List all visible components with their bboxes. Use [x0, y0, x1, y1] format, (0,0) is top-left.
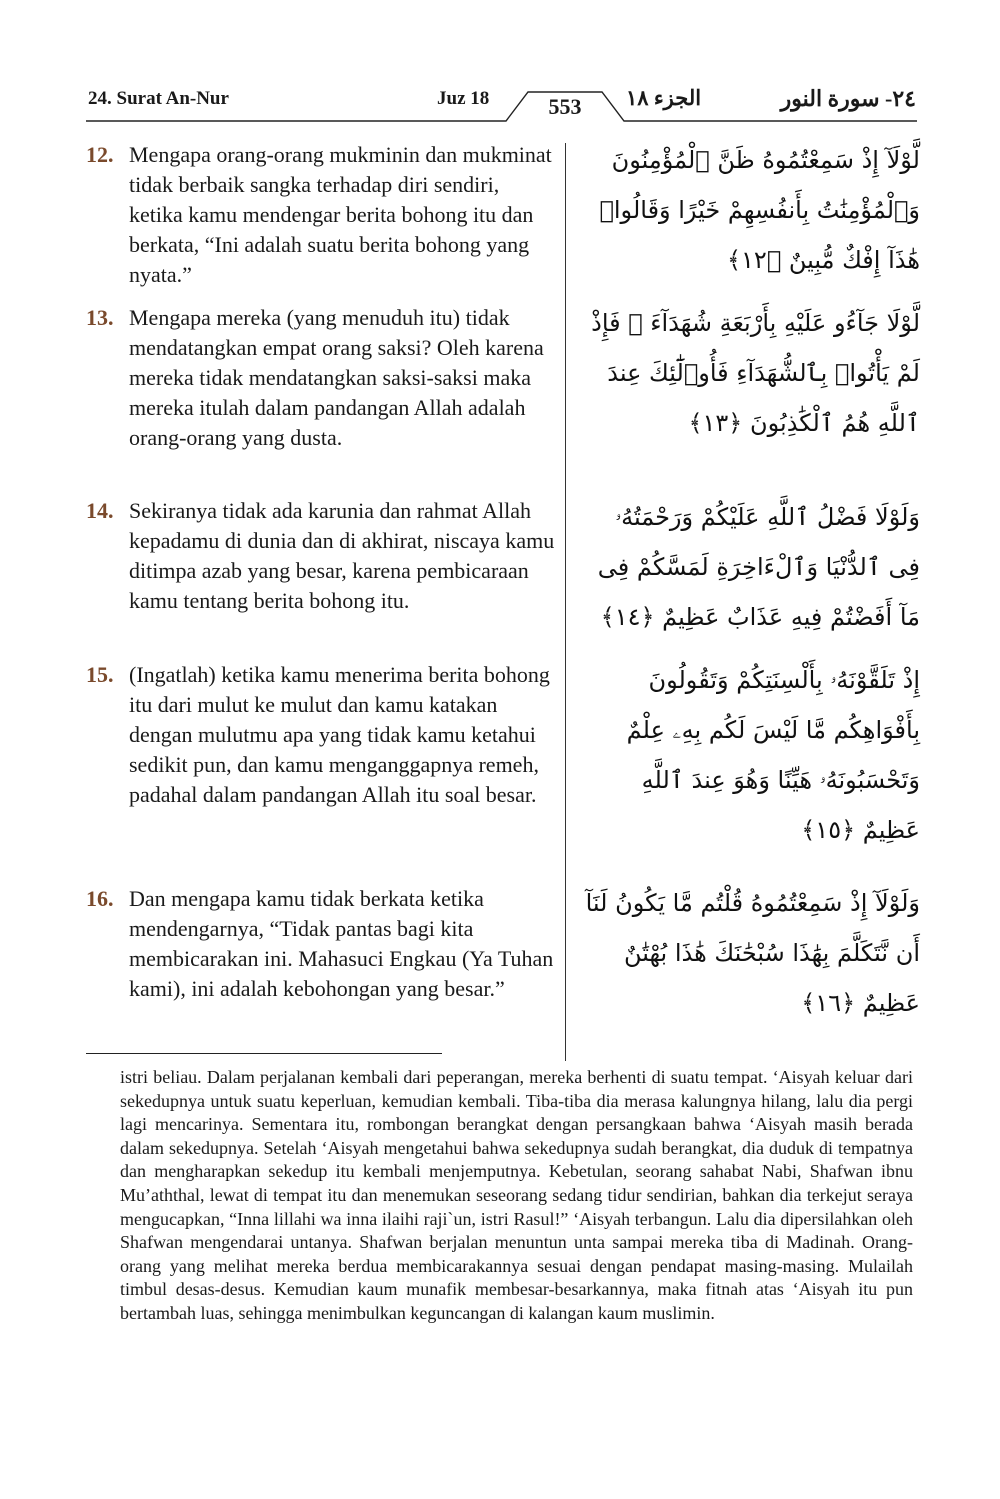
verse-14-translation: [86, 496, 556, 616]
verse-number: 14.: [86, 498, 114, 523]
verse-text: Sekiranya tidak ada karunia dan rahmat Allah kepadamu di dunia dan di akhirat, niscaya kamu ditimpa azab yang besar, karena pembicaraan kamu tentang berita bohong itu.: [129, 498, 555, 613]
verse-13-translation: [86, 303, 556, 453]
verse-14-arabic: وَلَوْلَا فَضْلُ ٱللَّهِ عَلَيْكُمْ وَرَحْمَتُهُۥ فِى ٱلدُّنْيَا وَٱلْءَاخِرَةِ لَمَسَّكُمْ فِى مَآ أَفَضْتُمْ فِيهِ عَذَابٌ عَظِيمٌ ﴿١٤﴾: [597, 503, 920, 631]
verse-15-translation: [86, 660, 556, 810]
verse-number: 13.: [86, 305, 114, 330]
verse-text: Mengapa orang-orang mukminin dan mukminat tidak berbaik sangka terhadap diri sendiri, ketika kamu mendengar berita bohong itu dan berkata, “Ini adalah suatu berita bohong yang nyata.”: [129, 142, 552, 287]
juz-label: Juz 18: [437, 88, 490, 109]
verse-16-arabic: وَلَوْلَآ إِذْ سَمِعْتُمُوهُ قُلْتُم مَّا يَكُونُ لَنَآ أَن نَّتَكَلَّمَ بِهَٰذَا سُبْحَٰنَكَ هَٰذَا بُهْتَٰنٌ عَظِيمٌ ﴿١٦﴾: [585, 889, 920, 1017]
verse-number: 12.: [86, 142, 114, 167]
verse-15-arabic: إِذْ تَلَقَّوْنَهُۥ بِأَلْسِنَتِكُمْ وَتَقُولُونَ بِأَفْوَاهِكُم مَّا لَيْسَ لَكُم بِهِۦ عِلْمٌ وَتَحْسَبُونَهُۥ هَيِّنًا وَهُوَ عِندَ ٱللَّهِ عَظِيمٌ ﴿١٥﴾: [626, 666, 920, 844]
verse-12-translation: [86, 140, 556, 290]
verse-text: (Ingatlah) ketika kamu menerima berita bohong itu dari mulut ke mulut dan kamu katakan dengan mulutmu apa yang tidak kamu ketahui sedikit pun, dan kamu menganggapnya remeh, padahal dalam pandangan Allah itu soal besar.: [129, 662, 550, 807]
footnote-rule: [86, 1053, 442, 1054]
column-divider: [565, 143, 566, 1061]
verse-text: Mengapa mereka (yang menuduh itu) tidak mendatangkan empat orang saksi? Oleh karena mereka tidak mendatangkan saksi-saksi maka mereka itulah dalam pandangan Allah adalah orang-orang yang dusta.: [129, 305, 544, 450]
verse-text: Dan mengapa kamu tidak berkata ketika mendengarnya, “Tidak pantas bagi kita membicarakan ini. Mahasuci Engkau (Ya Tuhan kami), ini adalah kebohongan yang besar.”: [129, 886, 554, 1001]
verse-16-translation: [86, 884, 556, 1004]
verse-number: 15.: [86, 662, 114, 687]
footnote-text: istri beliau. Dalam perjalanan kembali dari peperangan, mereka berhenti di suatu tempat. ‘Aisyah keluar dari sekedupnya untuk suatu keperluan, kemudian kembali. Tiba-tiba dia merasa kalungnya hilang, lalu dia pergi lagi mencarinya. Sementara itu, rombongan berangkat dengan persangkaan bahwa ‘Aisyah masih berada dalam sekedupnya. Setelah ‘Aisyah mengetahui bahwa sekedupnya sudah berangkat, dia duduk di tempatnya dan mengharapkan sekedup itu kembali menjemputnya. Kebetulan, seorang sahabat Nabi, Shafwan ibnu Mu’aththal, lewat di tempat itu dan menemukan seseorang sedang tidur sendirian, bahkan dia terkejut seraya mengucapkan, “Inna lillahi wa inna ilaihi raji`un, istri Rasul!” ‘Aisyah terbangun. Lalu dia dipersilahkan oleh Shafwan mengendarai untanya. Shafwan berjalan menuntun unta sampai mereka tiba di Madinah. Orang-orang yang melihat mereka berdua membicarakannya sesuai dengan pendapat masing-masing. Mulailah timbul desas-desus. Kemudian kaum munafik membesar-besarkannya, maka fitnah atas ‘Aisyah itu pun bertambah luas, sehingga menimbulkan keguncangan di kalangan kaum muslimin.: [120, 1067, 913, 1323]
juz-arabic: الجزء ١٨: [626, 86, 702, 110]
page-header: [0, 0, 1000, 130]
verse-13-arabic: لَّوْلَا جَآءُو عَلَيْهِ بِأَرْبَعَةِ شُهَدَآءَ ۚ فَإِذْ لَمْ يَأْتُوا۟ بِٱلشُّهَدَآءِ فَأُو۟لَٰٓئِكَ عِندَ ٱللَّهِ هُمُ ٱلْكَٰذِبُونَ ﴿١٣﴾: [591, 309, 920, 437]
surah-arabic: ٢٤- سورة النور: [780, 86, 916, 111]
verse-12-arabic: لَّوْلَآ إِذْ سَمِعْتُمُوهُ ظَنَّ ٱلْمُؤْمِنُونَ وَٱلْمُؤْمِنَٰتُ بِأَنفُسِهِمْ خَيْرًا وَقَالُوا۟ هَٰذَآ إِفْكٌ مُّبِينٌ ﴿١٢﴾: [599, 146, 920, 274]
verse-number: 16.: [86, 886, 114, 911]
page-number: 553: [548, 94, 582, 119]
surah-label: 24. Surat An-Nur: [88, 88, 229, 109]
